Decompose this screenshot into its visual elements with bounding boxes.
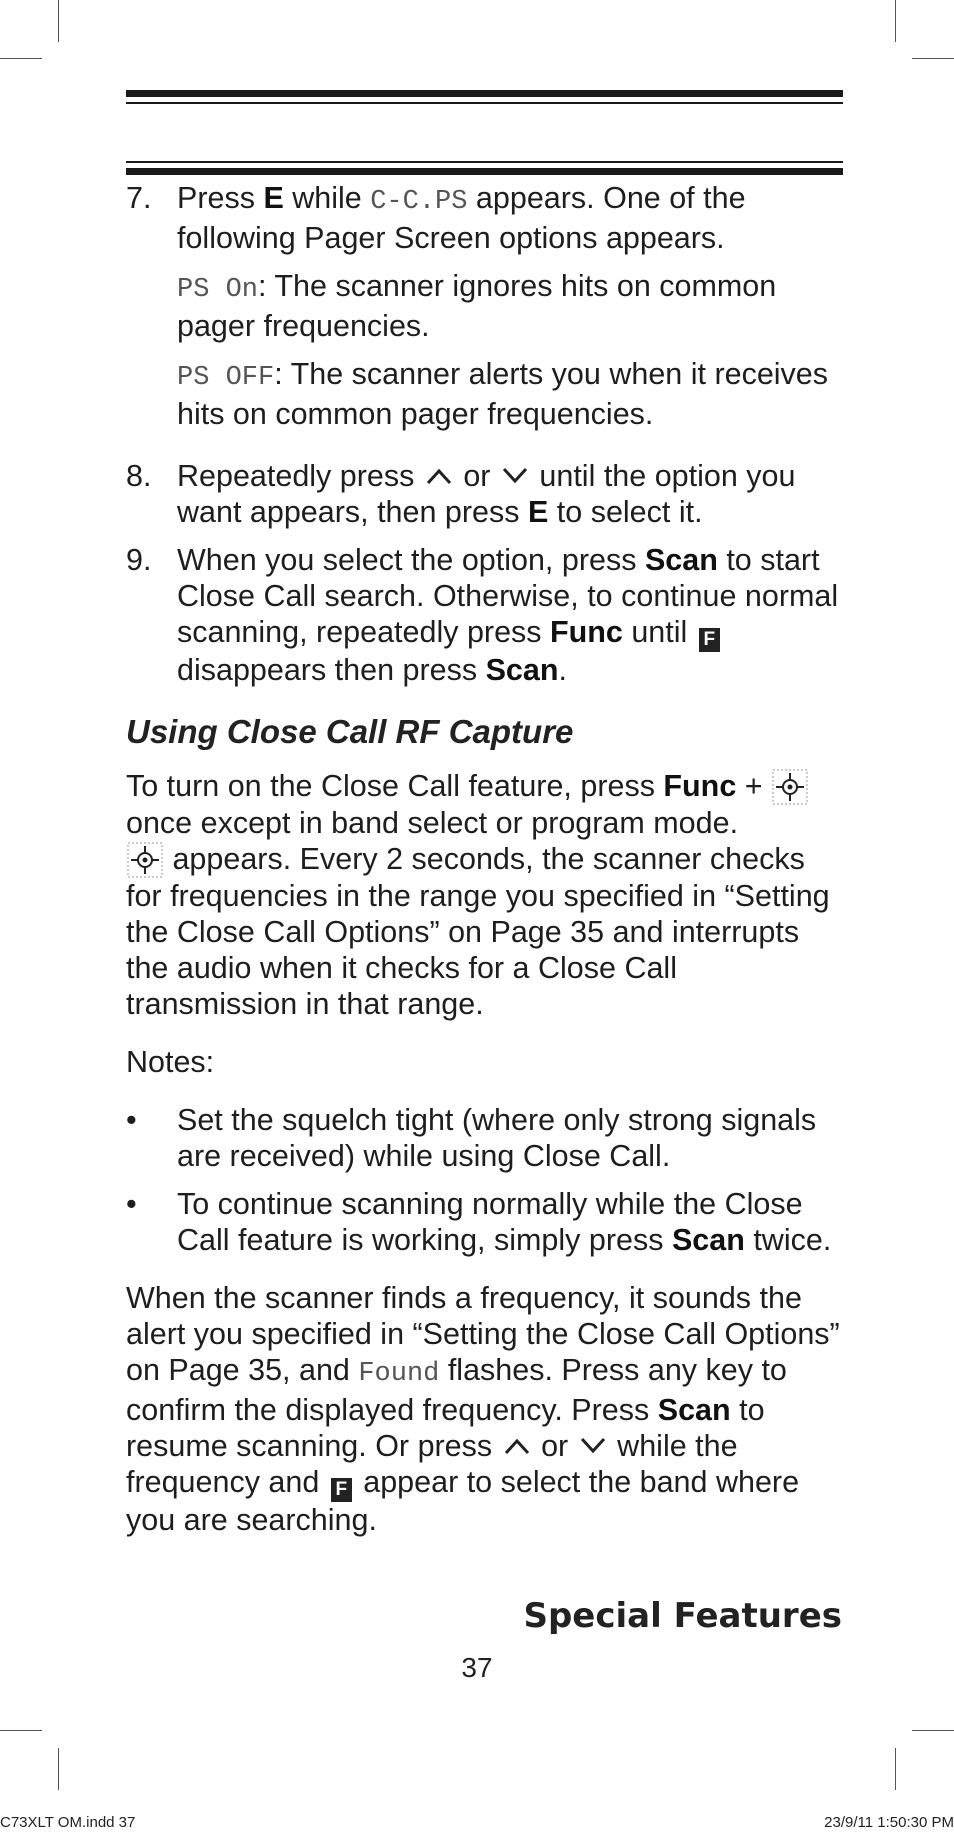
step-7 (126, 180, 846, 256)
step-text: until the option you want appears, then press (177, 459, 796, 529)
paragraph-text: flashes. Press any key to confirm the displayed frequency. Press (126, 1353, 787, 1427)
up-arrow-icon (503, 1436, 531, 1456)
crop-mark (58, 0, 59, 42)
up-arrow-icon (425, 466, 453, 486)
print-slug-file: C73XLT OM.indd 37 (0, 1814, 136, 1831)
function-f-icon: F (331, 1478, 352, 1502)
option-text: : The scanner ignores hits on common pager frequencies. (177, 269, 777, 343)
step-text: while (283, 181, 371, 215)
note-text: Set the squelch tight (where only strong signals are received) while using Close Call. (177, 1103, 817, 1173)
paragraph-text: appears. Every 2 seconds, the scanner checks for frequencies in the range you specified in “Setting the Close Call Options” on Page 35 and interrupts the audio when it checks for a Close Call transmission in that range. (126, 842, 830, 1021)
display-code: C-C.PS (370, 187, 468, 217)
section-rule-thick (126, 168, 843, 175)
key-e: E (263, 181, 284, 215)
step-text: disappears then press (177, 653, 486, 687)
step-text: to select it. (548, 495, 703, 529)
step-text: or (454, 459, 499, 493)
paragraph-text: When the scanner finds a frequency, it sounds the alert you specified in “Setting the Close Call Options” on Page 35, and (126, 1281, 840, 1387)
key-e: E (527, 495, 549, 529)
key-scan: Scan (644, 543, 718, 577)
crop-mark (58, 1748, 59, 1790)
step-text: Press (177, 181, 264, 215)
step-9 (126, 542, 846, 688)
step-text: Repeatedly press (177, 459, 423, 493)
step-text: until (622, 615, 696, 649)
display-code: PS OFF (177, 363, 275, 393)
crop-mark (895, 1748, 896, 1790)
down-arrow-icon (501, 466, 529, 486)
close-call-icon (771, 769, 809, 805)
step-number: 9. (126, 543, 152, 577)
close-call-icon (126, 842, 164, 878)
display-code: Found (358, 1359, 440, 1389)
header-rule-thick (126, 90, 843, 97)
note-item (126, 1102, 846, 1174)
paragraph-text: + (736, 769, 772, 803)
crop-mark (0, 1730, 42, 1731)
crop-mark (912, 58, 954, 59)
paragraph-text: while the frequency and (126, 1429, 738, 1499)
option-ps-on (126, 268, 846, 344)
option-ps-off (126, 356, 846, 432)
paragraph-text: or (532, 1429, 577, 1463)
key-func: Func (550, 615, 623, 649)
found-paragraph (126, 1280, 846, 1538)
paragraph-text: once except in band select or program mode. (126, 806, 739, 840)
note-text: twice. (744, 1223, 832, 1257)
down-arrow-icon (579, 1436, 607, 1456)
section-heading: Using Close Call RF Capture (126, 713, 574, 750)
section-rule-thin (126, 161, 843, 163)
step-number: 7. (126, 181, 152, 215)
paragraph-text: appear to select the band where you are searching. (126, 1465, 800, 1537)
step-number: 8. (126, 459, 152, 493)
display-code: PS On (177, 275, 259, 305)
step-8 (126, 458, 846, 530)
bullet: • (126, 1103, 137, 1137)
option-text: : The scanner alerts you when it receives hits on common pager frequencies. (177, 357, 829, 431)
step-text: When you select the option, press (177, 543, 645, 577)
key-scan: Scan (485, 653, 559, 687)
page-body (126, 180, 846, 1538)
key-func: Func (663, 769, 737, 803)
notes-label: Notes: (126, 1045, 215, 1079)
function-f-icon: F (699, 628, 720, 652)
print-slug-date: 23/9/11 1:50:30 PM (824, 1814, 954, 1831)
section-title: Special Features (523, 1596, 842, 1636)
close-call-paragraph (126, 768, 846, 1022)
step-text: to start Close Call search. Otherwise, to continue normal scanning, repeatedly press (177, 543, 839, 649)
paragraph-text: To turn on the Close Call feature, press (126, 769, 664, 803)
crop-mark (912, 1730, 954, 1731)
step-text: appears. One of the following Pager Screen options appears. (177, 181, 746, 255)
crop-mark (0, 58, 42, 59)
note-item (126, 1186, 846, 1258)
key-scan: Scan (657, 1393, 731, 1427)
step-text: . (558, 653, 567, 687)
note-text: To continue scanning normally while the Close Call feature is working, simply press (177, 1187, 803, 1257)
bullet: • (126, 1187, 137, 1221)
crop-mark (895, 0, 896, 42)
key-scan: Scan (671, 1223, 745, 1257)
page-number: 37 (461, 1652, 493, 1683)
header-rule-thin (126, 102, 843, 104)
paragraph-text: to resume scanning. Or press (126, 1393, 765, 1463)
